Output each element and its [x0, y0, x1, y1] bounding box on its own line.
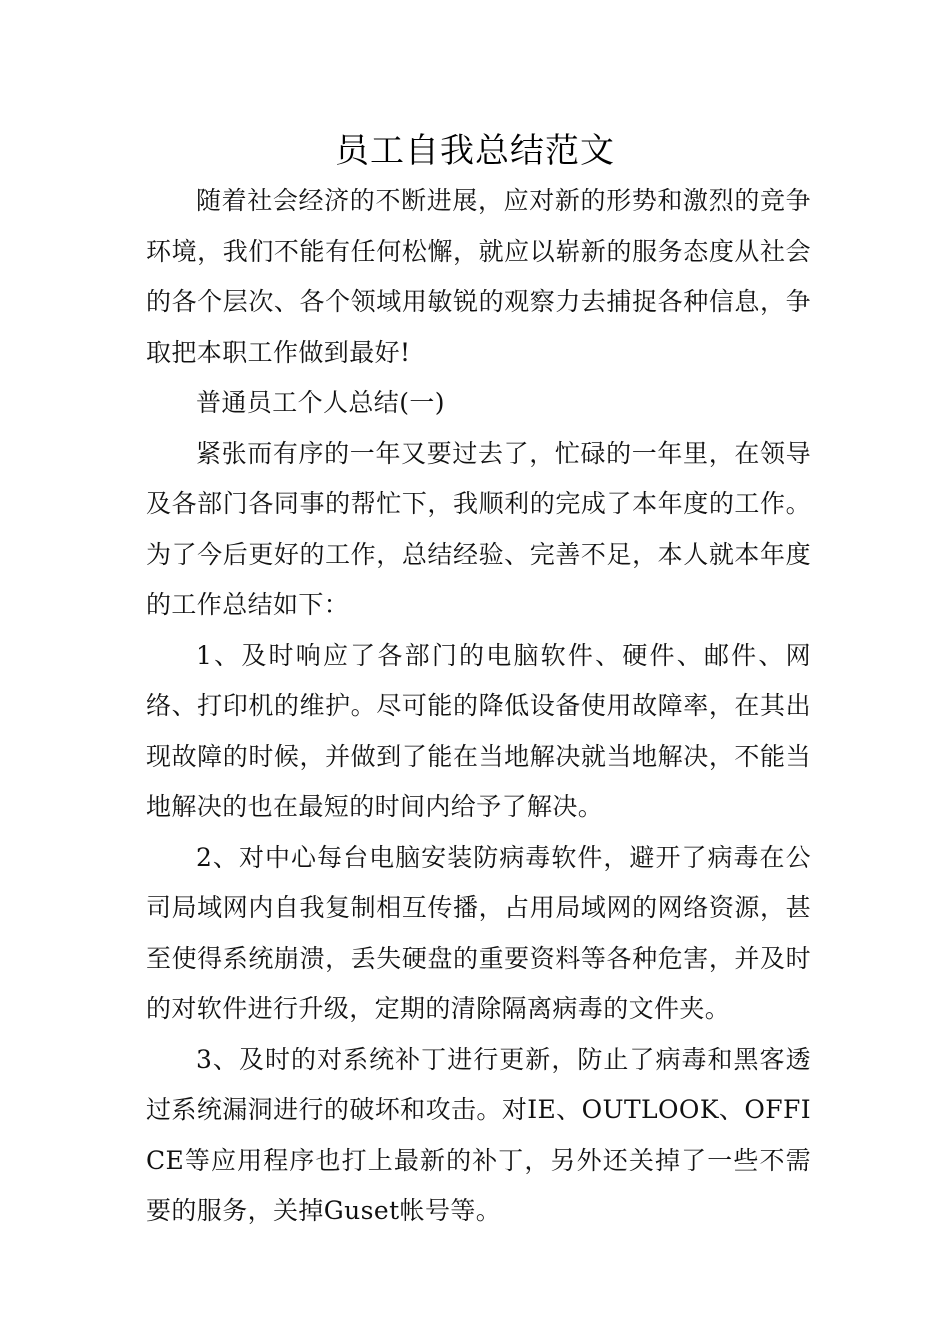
- list-item-1: 1、及时响应了各部门的电脑软件、硬件、邮件、网络、打印机的维护。尽可能的降低设备使用故障率，在其出现故障的时候，并做到了能在当地解决就当地解决，不能当地解决的也在最短的时间内给予了解决。: [146, 640, 811, 821]
- document-title: 员工自我总结范文: [335, 131, 615, 171]
- list-item-3: 3、及时的对系统补丁进行更新，防止了病毒和黑客透过系统漏洞进行的破坏和攻击。对IE、OUTLOOK、OFFICE等应用程序也打上最新的补丁，另外还关掉了一些不需要的服务，关掉Guset帐号等。: [146, 1044, 811, 1225]
- list-item-2: 2、对中心每台电脑安装防病毒软件，避开了病毒在公司局域网内自我复制相互传播，占用局域网的网络资源，甚至使得系统崩溃，丢失硬盘的重要资料等各种危害，并及时的对软件进行升级，定期的清除隔离病毒的文件夹。: [146, 842, 811, 1023]
- section-heading: 普通员工个人总结(一): [196, 388, 445, 417]
- summary-intro-paragraph: 紧张而有序的一年又要过去了，忙碌的一年里，在领导及各部门各同事的帮忙下，我顺利的完成了本年度的工作。为了今后更好的工作，总结经验、完善不足，本人就本年度的工作总结如下：: [146, 438, 811, 619]
- intro-paragraph: 随着社会经济的不断进展，应对新的形势和激烈的竞争环境，我们不能有任何松懈，就应以崭新的服务态度从社会的各个层次、各个领域用敏锐的观察力去捕捉各种信息，争取把本职工作做到最好!: [146, 186, 811, 367]
- document-body: [146, 176, 811, 1237]
